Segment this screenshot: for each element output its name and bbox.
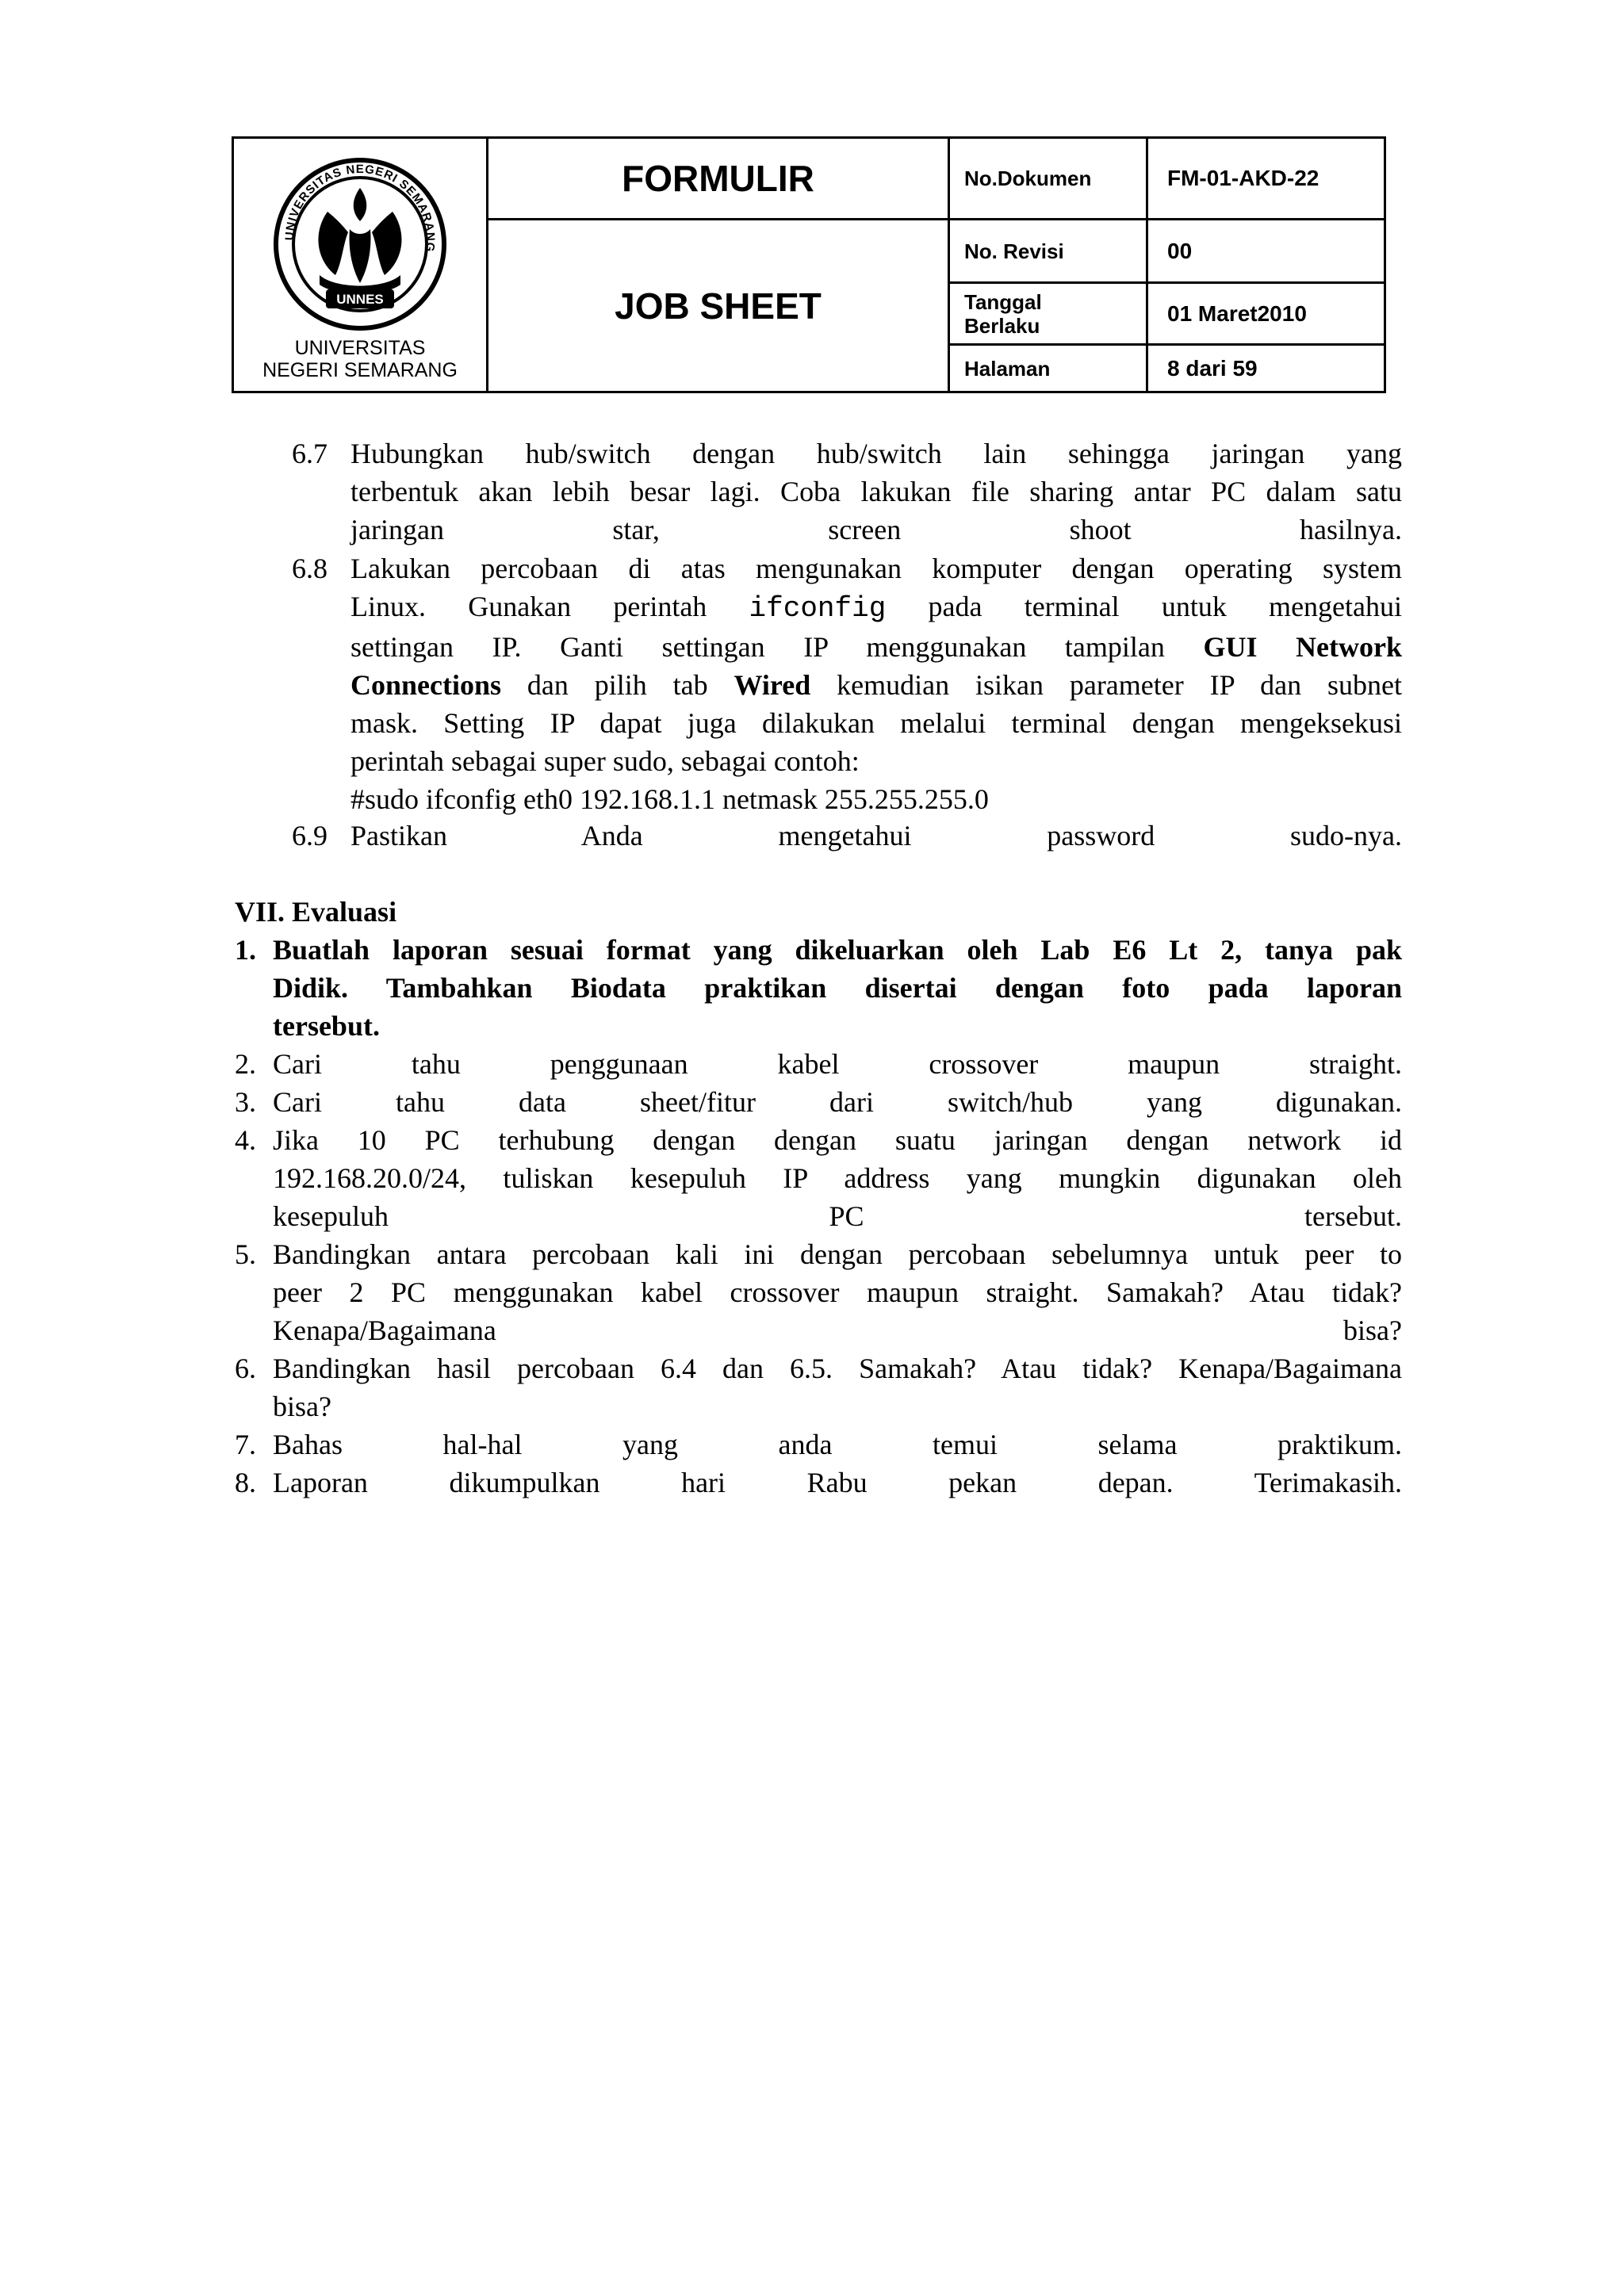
text-segment: Linux. Gunakan perintah [350,591,707,622]
text-line: Bandingkan hasil percobaan 6.4 dan 6.5. Samakah? Atau tidak? Kenapa/Bagaimana [273,1353,1402,1384]
university-name-line1: UNIVERSITAS [294,337,426,359]
text-line: Jika 10 PC terhubung dengan dengan suatu jaringan dengan network id [273,1124,1402,1156]
item-number: 8. [235,1467,256,1498]
text-line: Lakukan percobaan di atas mengunakan komputer dengan operating system [350,553,1402,584]
text-line: 192.168.20.0/24, tuliskan kesepuluh IP address yang mungkin digunakan oleh [273,1162,1402,1194]
page-label: Halaman [964,356,1051,381]
evaluation-item [273,931,1402,1045]
item-number: 2. [235,1048,256,1080]
text-line [350,628,1402,666]
text-line [350,666,1402,704]
item-number: 5. [235,1238,256,1270]
evaluation-item [273,1425,1402,1464]
effective-date-value: 01 Maret2010 [1167,300,1307,326]
text-line: Didik. Tambahkan Biodata praktikan disertai dengan foto pada laporan [273,972,1402,1004]
header-form-table [232,136,1386,393]
svg-text:UNNES: UNNES [336,292,384,307]
text-line: Kenapa/Bagaimana bisa? [273,1314,1402,1346]
sheet-title: JOB SHEET [615,285,822,327]
text-line: terbentuk akan lebih besar lagi. Coba lakukan file sharing antar PC dalam satu [350,476,1402,507]
university-logo [272,156,448,332]
text-line: Pastikan Anda mengetahui password sudo-nya. [350,820,1402,851]
section-heading: VII. Evaluasi [235,896,397,928]
step-number: 6.9 [292,820,327,851]
step-text [350,549,1402,818]
university-name [262,337,458,381]
revision-value: 00 [1167,238,1193,263]
text-line: Cari tahu data sheet/fitur dari switch/hub yang digunakan. [273,1086,1402,1118]
evaluation-item [273,1464,1402,1502]
item-number: 7. [235,1429,256,1460]
step-number: 6.7 [292,438,327,469]
bold-term: Wired [733,669,811,701]
text-line: Bahas hal-hal yang anda temui selama praktikum. [273,1429,1402,1460]
page-value: 8 dari 59 [1167,355,1258,381]
text-line: Buatlah laporan sesuai format yang dikeluarkan oleh Lab E6 Lt 2, tanya pak [273,934,1402,966]
item-number: 3. [235,1086,256,1118]
text-line: mask. Setting IP dapat juga dilakukan melalui terminal dengan mengeksekusi [350,707,1402,739]
text-line: Laporan dikumpulkan hari Rabu pekan depan. Terimakasih. [273,1467,1402,1498]
text-line: Bandingkan antara percobaan kali ini dengan percobaan sebelumnya untuk peer to [273,1238,1402,1270]
doc-number-label: No.Dokumen [964,166,1092,190]
evaluation-item [273,1045,1402,1083]
evaluation-item [273,1121,1402,1235]
text-line: Hubungkan hub/switch dengan hub/switch lain sehingga jaringan yang [350,438,1402,469]
text-segment: dan pilih tab [527,669,708,701]
evaluation-item [273,1349,1402,1425]
text-line: tersebut. [273,1010,380,1042]
step-number: 6.8 [292,553,327,584]
effective-date-label-line1: Tanggal [964,289,1042,314]
doc-number-value: FM-01-AKD-22 [1167,166,1320,190]
text-line [350,587,1402,628]
text-line: bisa? [273,1391,331,1422]
step-text [350,434,1402,549]
item-number: 4. [235,1124,256,1156]
bold-term: Connections [350,669,502,701]
form-title: FORMULIR [622,158,814,199]
text-line: peer 2 PC menggunakan kabel crossover maupun straight. Samakah? Atau tidak? [273,1276,1402,1308]
command-example: #sudo ifconfig eth0 192.168.1.1 netmask 255.255.255.0 [350,783,989,815]
evaluation-item [273,1235,1402,1349]
text-line: jaringan star, screen shoot hasilnya. [350,514,1402,545]
code-command: ifconfig [749,592,887,625]
text-segment: pada terminal untuk mengetahui [928,591,1403,622]
svg-text:UNIVERSITAS NEGERI SEMARANG: UNIVERSITAS NEGERI SEMARANG [282,163,438,254]
text-line: perintah sebagai super sudo, sebagai contoh: [350,745,860,777]
item-number: 6. [235,1353,256,1384]
text-line: Cari tahu penggunaan kabel crossover maupun straight. [273,1048,1402,1080]
text-segment: kemudian isikan parameter IP dan subnet [837,669,1403,701]
effective-date-label [950,284,1146,343]
revision-label: No. Revisi [964,239,1064,263]
text-segment: settingan IP. Ganti settingan IP menggunakan tampilan [350,631,1165,663]
logo-cell [234,139,486,391]
bold-term: GUI Network [1203,631,1402,663]
effective-date-label-line2: Berlaku [964,313,1040,338]
item-number: 1. [235,934,256,966]
evaluation-item [273,1083,1402,1121]
step-text [350,817,1402,855]
university-name-line2: NEGERI SEMARANG [262,359,458,381]
text-line: kesepuluh PC tersebut. [273,1200,1402,1232]
